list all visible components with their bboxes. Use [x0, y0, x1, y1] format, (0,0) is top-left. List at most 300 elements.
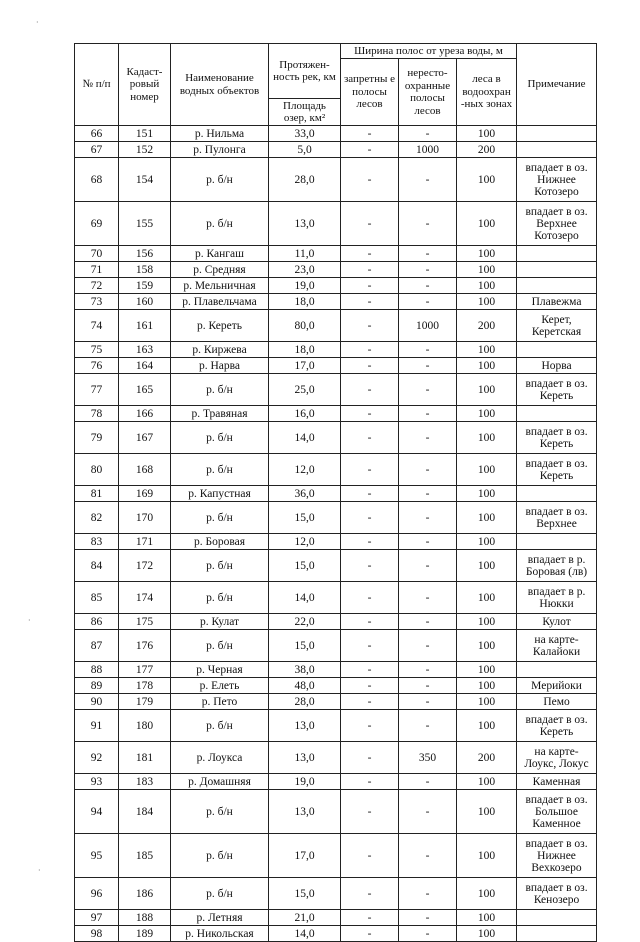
length-value: 5,0 [269, 142, 341, 158]
water-object-name: р. Средняя [171, 262, 269, 278]
forbidden-strip: - [341, 142, 399, 158]
forbidden-strip: - [341, 422, 399, 454]
row-number: 87 [75, 630, 119, 662]
forbidden-strip: - [341, 294, 399, 310]
spawning-strip: - [399, 790, 457, 834]
row-number: 85 [75, 582, 119, 614]
table-row [75, 202, 597, 246]
water-zone-strip: 100 [457, 710, 517, 742]
row-number: 79 [75, 422, 119, 454]
cadastral-number: 181 [119, 742, 171, 774]
forbidden-strip: - [341, 694, 399, 710]
water-zone-strip: 100 [457, 878, 517, 910]
row-number: 98 [75, 926, 119, 942]
spawning-strip: - [399, 502, 457, 534]
spawning-strip: - [399, 662, 457, 678]
spawning-strip: - [399, 694, 457, 710]
cadastral-number: 174 [119, 582, 171, 614]
note: впадает в оз. Нижнее Котозеро [517, 158, 597, 202]
spawning-strip: - [399, 614, 457, 630]
water-object-name: р. б/н [171, 202, 269, 246]
water-object-name: р. Кереть [171, 310, 269, 342]
length-value: 15,0 [269, 502, 341, 534]
forbidden-strip: - [341, 262, 399, 278]
forbidden-strip: - [341, 310, 399, 342]
spawning-strip: - [399, 422, 457, 454]
table-row [75, 294, 597, 310]
cadastral-number: 154 [119, 158, 171, 202]
water-zone-strip: 200 [457, 310, 517, 342]
row-number: 70 [75, 246, 119, 262]
spawning-strip: - [399, 630, 457, 662]
forbidden-strip: - [341, 582, 399, 614]
length-value: 38,0 [269, 662, 341, 678]
forbidden-strip: - [341, 910, 399, 926]
length-value: 16,0 [269, 406, 341, 422]
note [517, 278, 597, 294]
spawning-strip: - [399, 582, 457, 614]
forbidden-strip: - [341, 358, 399, 374]
forbidden-strip: - [341, 534, 399, 550]
water-zone-strip: 100 [457, 486, 517, 502]
water-zone-strip: 100 [457, 374, 517, 406]
water-zone-strip: 100 [457, 694, 517, 710]
row-number: 72 [75, 278, 119, 294]
spawning-strip: - [399, 534, 457, 550]
row-number: 96 [75, 878, 119, 910]
note: впадает в оз. Верхнее [517, 502, 597, 534]
length-value: 13,0 [269, 202, 341, 246]
forbidden-strip: - [341, 742, 399, 774]
length-value: 12,0 [269, 534, 341, 550]
length-value: 13,0 [269, 710, 341, 742]
water-object-name: р. б/н [171, 374, 269, 406]
length-value: 15,0 [269, 550, 341, 582]
table-row [75, 630, 597, 662]
water-zone-strip: 100 [457, 774, 517, 790]
row-number: 84 [75, 550, 119, 582]
forbidden-strip: - [341, 710, 399, 742]
length-value: 12,0 [269, 454, 341, 486]
cadastral-number: 175 [119, 614, 171, 630]
spawning-strip: - [399, 486, 457, 502]
note: впадает в оз. Кереть [517, 422, 597, 454]
table-row [75, 774, 597, 790]
forbidden-strip: - [341, 158, 399, 202]
water-zone-strip: 100 [457, 662, 517, 678]
cadastral-number: 156 [119, 246, 171, 262]
water-objects-table [74, 43, 597, 942]
table-row [75, 694, 597, 710]
water-zone-strip: 100 [457, 550, 517, 582]
header-no: № п/п [75, 44, 119, 126]
length-value: 19,0 [269, 278, 341, 294]
row-number: 68 [75, 158, 119, 202]
water-object-name: р. Боровая [171, 534, 269, 550]
note: на карте- Лоукс, Локус [517, 742, 597, 774]
header-spawning: нересто-охранные полосы лесов [399, 59, 457, 126]
forbidden-strip: - [341, 502, 399, 534]
note [517, 142, 597, 158]
spawning-strip: - [399, 878, 457, 910]
water-zone-strip: 100 [457, 126, 517, 142]
water-zone-strip: 100 [457, 790, 517, 834]
note [517, 126, 597, 142]
row-number: 82 [75, 502, 119, 534]
note: впадает в р. Боровая (лв) [517, 550, 597, 582]
table-row [75, 678, 597, 694]
table-row [75, 926, 597, 942]
water-object-name: р. Нарва [171, 358, 269, 374]
forbidden-strip: - [341, 630, 399, 662]
spawning-strip: - [399, 454, 457, 486]
water-zone-strip: 100 [457, 678, 517, 694]
note: впадает в оз. Большое Каменное [517, 790, 597, 834]
cadastral-number: 183 [119, 774, 171, 790]
water-object-name: р. Черная [171, 662, 269, 678]
note: Каменная [517, 774, 597, 790]
note [517, 406, 597, 422]
cadastral-number: 165 [119, 374, 171, 406]
row-number: 90 [75, 694, 119, 710]
water-object-name: р. Домашняя [171, 774, 269, 790]
water-object-name: р. Елеть [171, 678, 269, 694]
water-object-name: р. б/н [171, 878, 269, 910]
water-object-name: р. Никольская [171, 926, 269, 942]
water-object-name: р. Травяная [171, 406, 269, 422]
length-value: 36,0 [269, 486, 341, 502]
row-number: 92 [75, 742, 119, 774]
note: Керет, Керетская [517, 310, 597, 342]
length-value: 14,0 [269, 582, 341, 614]
note: впадает в оз. Кереть [517, 454, 597, 486]
forbidden-strip: - [341, 790, 399, 834]
length-value: 14,0 [269, 926, 341, 942]
water-object-name: р. Лоукса [171, 742, 269, 774]
row-number: 88 [75, 662, 119, 678]
note: впадает в оз. Кенозеро [517, 878, 597, 910]
row-number: 73 [75, 294, 119, 310]
forbidden-strip: - [341, 774, 399, 790]
note [517, 910, 597, 926]
header-length: Протяжен-ность рек, км [269, 44, 341, 99]
spawning-strip: - [399, 910, 457, 926]
table-row [75, 582, 597, 614]
spawning-strip: - [399, 342, 457, 358]
scan-speck: · [36, 18, 39, 27]
water-object-name: р. Киржева [171, 342, 269, 358]
spawning-strip: - [399, 374, 457, 406]
cadastral-number: 189 [119, 926, 171, 942]
cadastral-number: 179 [119, 694, 171, 710]
spawning-strip: - [399, 158, 457, 202]
note: Плавежма [517, 294, 597, 310]
water-object-name: р. б/н [171, 630, 269, 662]
note [517, 486, 597, 502]
spawning-strip: - [399, 406, 457, 422]
forbidden-strip: - [341, 878, 399, 910]
cadastral-number: 151 [119, 126, 171, 142]
table-row [75, 486, 597, 502]
forbidden-strip: - [341, 678, 399, 694]
row-number: 91 [75, 710, 119, 742]
scan-speck: · [28, 616, 31, 625]
length-value: 25,0 [269, 374, 341, 406]
length-value: 22,0 [269, 614, 341, 630]
water-object-name: р. б/н [171, 582, 269, 614]
length-value: 48,0 [269, 678, 341, 694]
water-object-name: р. б/н [171, 790, 269, 834]
length-value: 18,0 [269, 342, 341, 358]
spawning-strip: - [399, 358, 457, 374]
cadastral-number: 180 [119, 710, 171, 742]
water-zone-strip: 100 [457, 278, 517, 294]
water-object-name: р. Капустная [171, 486, 269, 502]
row-number: 77 [75, 374, 119, 406]
cadastral-number: 152 [119, 142, 171, 158]
row-number: 71 [75, 262, 119, 278]
table-body [75, 126, 597, 942]
header-area: Площадь озер, км² [269, 99, 341, 126]
forbidden-strip: - [341, 342, 399, 358]
spawning-strip: 1000 [399, 310, 457, 342]
length-value: 11,0 [269, 246, 341, 262]
spawning-strip: 1000 [399, 142, 457, 158]
spawning-strip: - [399, 262, 457, 278]
water-zone-strip: 100 [457, 630, 517, 662]
table-row [75, 834, 597, 878]
table-row [75, 710, 597, 742]
spawning-strip: - [399, 294, 457, 310]
water-object-name: р. б/н [171, 710, 269, 742]
cadastral-number: 185 [119, 834, 171, 878]
note: Мерийоки [517, 678, 597, 694]
cadastral-number: 155 [119, 202, 171, 246]
length-value: 14,0 [269, 422, 341, 454]
table-row [75, 262, 597, 278]
row-number: 78 [75, 406, 119, 422]
forbidden-strip: - [341, 126, 399, 142]
water-zone-strip: 100 [457, 158, 517, 202]
forbidden-strip: - [341, 454, 399, 486]
row-number: 81 [75, 486, 119, 502]
note: на карте- Калайоки [517, 630, 597, 662]
cadastral-number: 167 [119, 422, 171, 454]
note: Кулот [517, 614, 597, 630]
forbidden-strip: - [341, 406, 399, 422]
spawning-strip: - [399, 202, 457, 246]
note: впадает в оз. Кереть [517, 710, 597, 742]
table-row [75, 126, 597, 142]
water-object-name: р. б/н [171, 454, 269, 486]
forbidden-strip: - [341, 486, 399, 502]
header-cadastral: Кадаст-ровый номер [119, 44, 171, 126]
row-number: 93 [75, 774, 119, 790]
spawning-strip: - [399, 678, 457, 694]
table-row [75, 142, 597, 158]
row-number: 94 [75, 790, 119, 834]
water-zone-strip: 100 [457, 534, 517, 550]
table-row [75, 374, 597, 406]
length-value: 18,0 [269, 294, 341, 310]
row-number: 75 [75, 342, 119, 358]
row-number: 69 [75, 202, 119, 246]
length-value: 21,0 [269, 910, 341, 926]
water-zone-strip: 100 [457, 582, 517, 614]
note [517, 262, 597, 278]
length-value: 13,0 [269, 742, 341, 774]
cadastral-number: 171 [119, 534, 171, 550]
note: Пемо [517, 694, 597, 710]
cadastral-number: 172 [119, 550, 171, 582]
length-value: 15,0 [269, 630, 341, 662]
table-row [75, 662, 597, 678]
length-value: 17,0 [269, 834, 341, 878]
row-number: 86 [75, 614, 119, 630]
table-row [75, 742, 597, 774]
table-header [75, 44, 597, 126]
water-object-name: р. б/н [171, 158, 269, 202]
water-object-name: р. б/н [171, 422, 269, 454]
length-value: 19,0 [269, 774, 341, 790]
cadastral-number: 169 [119, 486, 171, 502]
note [517, 246, 597, 262]
water-zone-strip: 100 [457, 358, 517, 374]
spawning-strip: - [399, 246, 457, 262]
cadastral-number: 164 [119, 358, 171, 374]
cadastral-number: 159 [119, 278, 171, 294]
water-zone-strip: 100 [457, 422, 517, 454]
water-object-name: р. Летняя [171, 910, 269, 926]
water-object-name: р. б/н [171, 502, 269, 534]
water-zone-strip: 100 [457, 202, 517, 246]
water-zone-strip: 100 [457, 406, 517, 422]
note: впадает в р. Нюкки [517, 582, 597, 614]
length-value: 15,0 [269, 878, 341, 910]
note [517, 342, 597, 358]
spawning-strip: - [399, 126, 457, 142]
note [517, 534, 597, 550]
table-row [75, 342, 597, 358]
water-zone-strip: 100 [457, 454, 517, 486]
forbidden-strip: - [341, 246, 399, 262]
cadastral-number: 158 [119, 262, 171, 278]
note: впадает в оз. Нижнее Вехкозеро [517, 834, 597, 878]
cadastral-number: 166 [119, 406, 171, 422]
cadastral-number: 163 [119, 342, 171, 358]
spawning-strip: - [399, 710, 457, 742]
cadastral-number: 188 [119, 910, 171, 926]
cadastral-number: 161 [119, 310, 171, 342]
water-object-name: р. б/н [171, 550, 269, 582]
water-zone-strip: 100 [457, 342, 517, 358]
water-zone-strip: 100 [457, 294, 517, 310]
length-value: 13,0 [269, 790, 341, 834]
row-number: 89 [75, 678, 119, 694]
length-value: 33,0 [269, 126, 341, 142]
water-object-name: р. Кангаш [171, 246, 269, 262]
note: впадает в оз. Кереть [517, 374, 597, 406]
water-object-name: р. Пето [171, 694, 269, 710]
spawning-strip: - [399, 550, 457, 582]
note [517, 662, 597, 678]
cadastral-number: 184 [119, 790, 171, 834]
water-object-name: р. б/н [171, 834, 269, 878]
length-value: 28,0 [269, 694, 341, 710]
water-zone-strip: 100 [457, 910, 517, 926]
water-zone-strip: 100 [457, 926, 517, 942]
cadastral-number: 186 [119, 878, 171, 910]
table-row [75, 246, 597, 262]
header-forbidden: запретны е полосы лесов [341, 59, 399, 126]
table-row [75, 550, 597, 582]
length-value: 23,0 [269, 262, 341, 278]
table-row [75, 534, 597, 550]
header-water-zone: леса в водоохран -ных зонах [457, 59, 517, 126]
table-row [75, 158, 597, 202]
row-number: 74 [75, 310, 119, 342]
table-row [75, 406, 597, 422]
header-width-group: Ширина полос от уреза воды, м [341, 44, 517, 59]
note [517, 926, 597, 942]
table-row [75, 790, 597, 834]
row-number: 76 [75, 358, 119, 374]
length-value: 80,0 [269, 310, 341, 342]
scan-speck: · [38, 866, 41, 875]
table-row [75, 358, 597, 374]
table-row [75, 614, 597, 630]
forbidden-strip: - [341, 662, 399, 678]
water-zone-strip: 100 [457, 834, 517, 878]
table-row [75, 422, 597, 454]
header-note: Примечание [517, 44, 597, 126]
cadastral-number: 168 [119, 454, 171, 486]
water-object-name: р. Кулат [171, 614, 269, 630]
cadastral-number: 160 [119, 294, 171, 310]
cadastral-number: 170 [119, 502, 171, 534]
water-object-name: р. Плавельчама [171, 294, 269, 310]
water-object-name: р. Мельничная [171, 278, 269, 294]
spawning-strip: - [399, 278, 457, 294]
row-number: 95 [75, 834, 119, 878]
cadastral-number: 177 [119, 662, 171, 678]
note: впадает в оз. Верхнее Котозеро [517, 202, 597, 246]
water-zone-strip: 200 [457, 142, 517, 158]
cadastral-number: 178 [119, 678, 171, 694]
forbidden-strip: - [341, 202, 399, 246]
length-value: 28,0 [269, 158, 341, 202]
row-number: 67 [75, 142, 119, 158]
water-zone-strip: 100 [457, 502, 517, 534]
forbidden-strip: - [341, 926, 399, 942]
water-object-name: р. Нильма [171, 126, 269, 142]
cadastral-number: 176 [119, 630, 171, 662]
table-row [75, 278, 597, 294]
table-row [75, 502, 597, 534]
water-zone-strip: 100 [457, 262, 517, 278]
water-object-name: р. Пулонга [171, 142, 269, 158]
row-number: 97 [75, 910, 119, 926]
spawning-strip: - [399, 834, 457, 878]
water-zone-strip: 200 [457, 742, 517, 774]
spawning-strip: 350 [399, 742, 457, 774]
spawning-strip: - [399, 774, 457, 790]
forbidden-strip: - [341, 374, 399, 406]
forbidden-strip: - [341, 278, 399, 294]
table-row [75, 310, 597, 342]
water-zone-strip: 100 [457, 246, 517, 262]
length-value: 17,0 [269, 358, 341, 374]
